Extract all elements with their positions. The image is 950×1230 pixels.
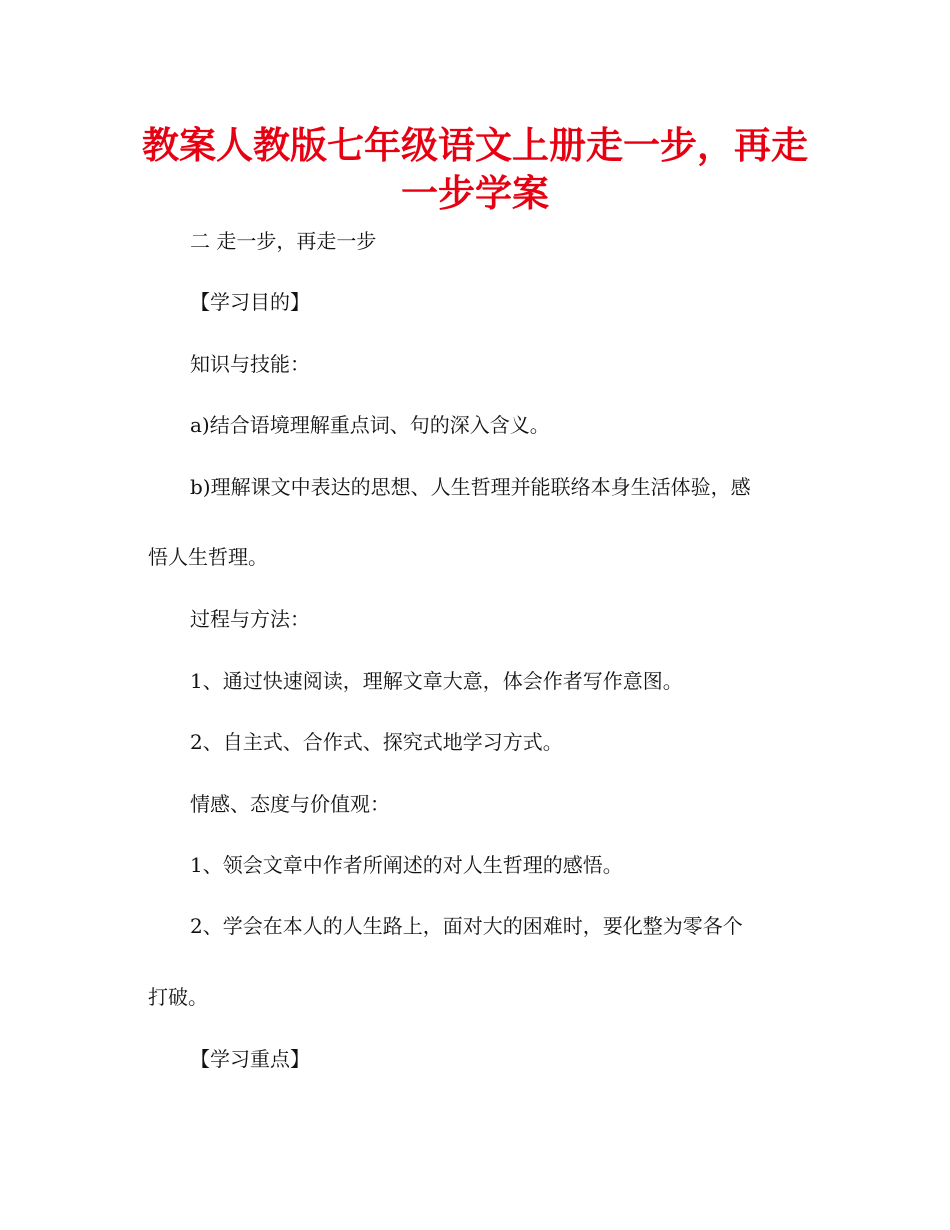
attitude-item-1: 1、领会文章中作者所阐述的对人生哲理的感悟。 bbox=[190, 853, 623, 877]
goal-item-b: b)理解课文中表达的思想、人生哲理并能联络本身生活体验，感 bbox=[190, 475, 751, 499]
subsection-knowledge-skills: 知识与技能： bbox=[190, 352, 310, 376]
section-learning-goals: 【学习目的】 bbox=[190, 290, 310, 314]
subsection-attitudes-values: 情感、态度与价值观： bbox=[190, 792, 390, 816]
document-title-line-1: 教案人教版七年级语文上册走一步，再走 bbox=[142, 124, 808, 167]
section-learning-focus: 【学习重点】 bbox=[190, 1047, 310, 1071]
subsection-process-methods: 过程与方法： bbox=[190, 607, 310, 631]
lesson-heading: 二 走一步，再走一步 bbox=[190, 229, 377, 253]
goal-item-b-continued: 悟人生哲理。 bbox=[148, 545, 268, 569]
process-item-1: 1、通过快速阅读，理解文章大意，体会作者写作意图。 bbox=[190, 669, 683, 693]
goal-item-a: a)结合语境理解重点词、句的深入含义。 bbox=[190, 413, 550, 437]
document-title-line-2: 一步学案 bbox=[401, 172, 549, 215]
attitude-item-2-continued: 打破。 bbox=[148, 985, 208, 1009]
process-item-2: 2、自主式、合作式、探究式地学习方式。 bbox=[190, 730, 563, 754]
attitude-item-2: 2、学会在本人的人生路上，面对大的困难时，要化整为零各个 bbox=[190, 914, 743, 938]
